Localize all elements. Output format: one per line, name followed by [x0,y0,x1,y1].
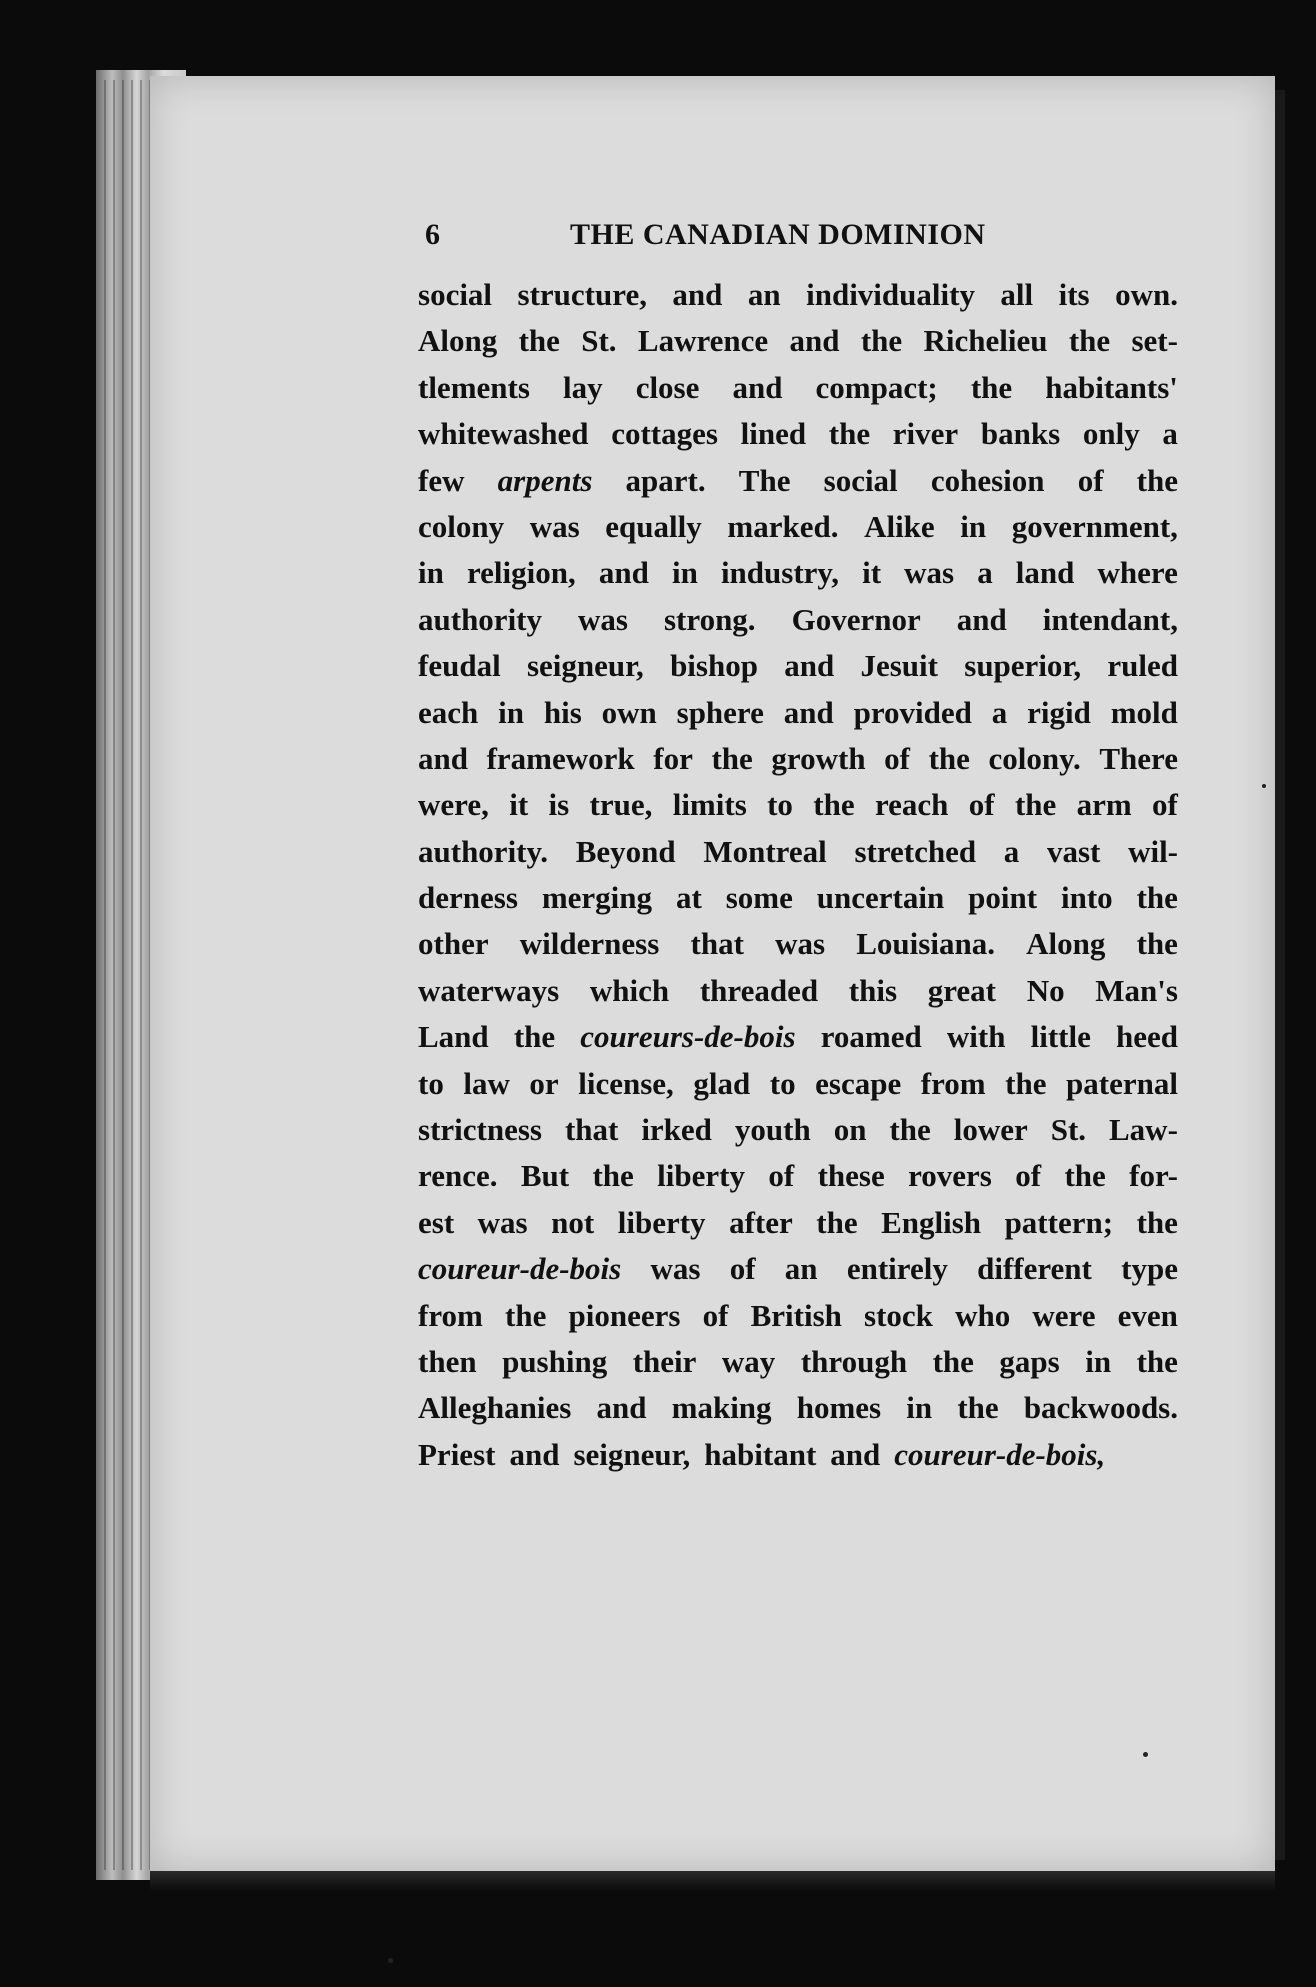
word: British [750,1297,842,1333]
word: strong. [663,601,756,637]
word: glad [693,1065,751,1101]
text-line [418,829,1178,875]
word: industry, [720,555,839,591]
word: then [418,1343,477,1379]
word: the [957,1390,999,1426]
word: was [529,508,580,544]
word: not [551,1204,595,1240]
word: Man's [1095,972,1178,1008]
word: Louisiana. [856,926,995,962]
word: own. [1115,277,1178,312]
word: irked [641,1112,712,1148]
word: in [671,555,698,591]
word: limits [672,787,747,823]
word: set- [1131,323,1178,359]
text-line [418,1432,1178,1478]
word: equally [605,508,702,544]
word: tlements [418,369,530,405]
word: from [920,1065,986,1101]
word: derness [418,880,518,916]
word: authority. [418,833,549,869]
word: wilderness [519,926,660,962]
italic-word: coureur-de-bois [418,1251,622,1287]
word: Alleghanies [418,1390,572,1426]
word: whitewashed [418,416,589,452]
word: the [970,369,1013,405]
word: of [729,1251,756,1287]
word: were, [418,787,489,823]
word: lined [740,416,807,452]
word: an [784,1251,818,1287]
word: Lawrence [637,323,769,359]
word: was [650,1251,701,1287]
word: cottages [611,416,718,452]
word: was [775,926,826,962]
word: and [956,601,1007,637]
word: or [529,1065,559,1101]
word: of [1077,462,1104,498]
word: St. [581,323,617,359]
word: type [1121,1251,1178,1287]
text-line [418,1107,1178,1153]
word: different [977,1251,1092,1287]
word: habitant [704,1436,817,1472]
word: the [505,1297,547,1333]
word: pattern; [1004,1204,1114,1240]
word: social [823,462,898,498]
word: lower [953,1112,1028,1148]
word: the [1136,880,1178,916]
word: Alike [864,508,935,544]
word: a [991,694,1008,730]
word: in [498,694,524,730]
word: its [1058,277,1090,312]
word: religion, [466,555,576,591]
page-right-edge [1275,90,1285,1860]
word: true, [589,787,653,823]
word: and [672,277,723,312]
word: of [1152,787,1178,823]
word: The [738,462,791,498]
word: the [1068,323,1111,359]
word: feudal [418,648,501,684]
word: English [881,1204,982,1240]
word: to [418,1065,444,1101]
text-line [418,1153,1178,1199]
word: backwoods. [1023,1390,1178,1426]
word: colony [418,508,505,544]
word: the [1005,1065,1047,1101]
italic-word: arpents [497,462,593,498]
italic-word: coureurs-de-bois [580,1019,796,1055]
word: the [813,787,855,823]
word: this [848,972,898,1008]
word: heed [1115,1019,1178,1055]
word: banks [980,416,1061,452]
word: provided [853,694,972,730]
word: merging [541,880,653,916]
word: framework [486,740,635,776]
word: of [968,787,995,823]
word: Montreal [703,833,827,869]
word: it [862,555,882,591]
italic-word: coureur-de-bois, [894,1436,1106,1472]
word: Beyond [575,833,676,869]
word: No [1026,972,1065,1008]
word: cohesion [930,462,1045,498]
word: was [477,1204,528,1240]
word: the [928,740,970,776]
word: on [833,1112,867,1148]
word: compact; [815,369,938,405]
word: and [418,740,468,776]
word: the [1136,926,1178,962]
word: threaded [699,972,819,1008]
word: the [1136,1204,1178,1240]
text-line [418,365,1178,411]
word: in [1085,1343,1112,1379]
word: the [592,1158,634,1194]
text-line [418,1061,1178,1107]
word: of [768,1158,795,1194]
word: his [543,694,582,730]
text-line [418,1293,1178,1339]
word: that [564,1112,619,1148]
dust-speck [1262,784,1266,788]
word: the [1064,1158,1106,1194]
word: Jesuit [860,648,938,684]
word: stock [864,1297,933,1333]
word: it [509,787,529,823]
word: for- [1129,1158,1178,1194]
word: the [1014,787,1057,823]
word: from [418,1297,483,1333]
word: seigneur, [573,1436,691,1472]
word: stretched [854,833,977,869]
word: superior, [964,648,1082,684]
word: were [1032,1297,1096,1333]
word: and [596,1390,647,1426]
word: the [513,1019,556,1055]
word: pushing [502,1343,608,1379]
word: a [977,555,993,591]
word: the [932,1343,974,1379]
text-line [418,690,1178,736]
word: in [906,1390,933,1426]
word: Along [1026,926,1106,962]
text-line [418,1385,1178,1431]
word: mold [1110,694,1178,730]
word: the [828,416,871,452]
word: the [860,323,903,359]
word: arm [1076,787,1132,823]
word: the [518,323,560,359]
word: their [632,1343,697,1379]
text-line [418,411,1178,457]
word: entirely [846,1251,948,1287]
word: and [598,555,649,591]
word: and [830,1436,881,1472]
word: social [418,277,493,312]
word: waterways [418,972,560,1008]
running-title: THE CANADIAN DOMINION [570,218,986,251]
word: wil- [1128,833,1178,869]
text-line [418,736,1178,782]
word: intendant, [1042,601,1178,637]
word: making [671,1390,772,1426]
word: little [1030,1019,1091,1055]
word: that [690,926,744,962]
word: authority [418,601,542,637]
word: was [578,601,628,637]
word: rovers [908,1158,992,1194]
word: through [800,1343,908,1379]
word: only [1082,416,1140,452]
word: own [601,694,657,730]
text-line [418,968,1178,1014]
word: Land [418,1019,489,1055]
word: which [589,972,670,1008]
word: strictness [418,1112,542,1148]
body-text [418,272,1178,1478]
word: paternal [1066,1065,1178,1101]
text-line [418,875,1178,921]
word: point [968,880,1038,916]
text-line [418,782,1178,828]
word: was [904,555,955,591]
word: roamed [820,1019,922,1055]
text-line [418,1246,1178,1292]
word: pioneers [568,1297,681,1333]
word: is [548,787,570,823]
word: bishop [670,648,758,684]
page-bottom-shadow [150,1871,1275,1891]
word: growth [771,740,866,776]
word: license, [578,1065,674,1101]
word: with [946,1019,1006,1055]
word: and [509,1436,560,1472]
word: Law- [1109,1112,1178,1148]
word: St. [1050,1112,1087,1148]
word: for [653,740,693,776]
word: after [729,1204,793,1240]
text-line [418,550,1178,596]
word: rigid [1027,694,1091,730]
word: a [1162,416,1178,452]
word: vast [1046,833,1101,869]
word: of [1015,1158,1042,1194]
word: and [783,694,834,730]
word: into [1060,880,1113,916]
word: way [721,1343,776,1379]
word: in [960,508,987,544]
text-line [418,643,1178,689]
word: few [418,462,465,498]
word: the [1136,462,1178,498]
word: of [884,740,910,776]
word: the [711,740,753,776]
page-number: 6 [425,218,441,251]
word: seigneur, [526,648,644,684]
word: where [1097,555,1178,591]
word: rence. [418,1158,498,1194]
word: liberty [617,1204,706,1240]
word: the [816,1204,858,1240]
running-head [425,218,1185,258]
word: other [418,926,489,962]
word: each [418,694,479,730]
word: apart. [625,462,706,498]
word: at [675,880,702,916]
text-line [418,1339,1178,1385]
word: great [927,972,996,1008]
word: close [635,369,700,405]
text-line [418,458,1178,504]
word: and [784,648,835,684]
dust-speck [1143,1752,1148,1757]
word: law [463,1065,510,1101]
word: a [1003,833,1020,869]
word: But [520,1158,570,1194]
word: individuality [806,277,975,312]
word: homes [796,1390,882,1426]
word: sphere [676,694,764,730]
word: habitants' [1045,369,1178,405]
word: the [1136,1343,1178,1379]
word: who [955,1297,1011,1333]
word: Richelieu [923,323,1048,359]
word: all [1000,277,1034,312]
word: some [725,880,793,916]
text-line [418,597,1178,643]
word: lay [562,369,603,405]
word: even [1117,1297,1178,1333]
word: land [1015,555,1075,591]
word: Priest [418,1436,496,1472]
word: an [747,277,781,312]
word: and [732,369,783,405]
word: and [789,323,840,359]
word: reach [874,787,949,823]
word: ruled [1107,648,1178,684]
word: government, [1011,508,1178,544]
text-line [418,921,1178,967]
word: the [889,1112,931,1148]
word: est [418,1204,455,1240]
word: to [769,1065,796,1101]
word: to [767,787,793,823]
word: Governor [791,601,921,637]
word: liberty [657,1158,745,1194]
text-line [418,318,1178,364]
text-line [418,1014,1178,1060]
word: Along [418,323,498,359]
dust-speck [388,1958,393,1963]
word: structure, [517,277,647,312]
text-line [418,272,1178,318]
word: youth [734,1112,811,1148]
word: in [418,555,444,591]
word: colony. [988,740,1081,776]
word: gaps [999,1343,1060,1379]
word: marked. [727,508,839,544]
text-line [418,504,1178,550]
word: river [892,416,959,452]
word: these [817,1158,885,1194]
text-line [418,1200,1178,1246]
word: There [1099,740,1178,776]
word: uncertain [816,880,945,916]
word: escape [815,1065,902,1101]
word: of [702,1297,729,1333]
